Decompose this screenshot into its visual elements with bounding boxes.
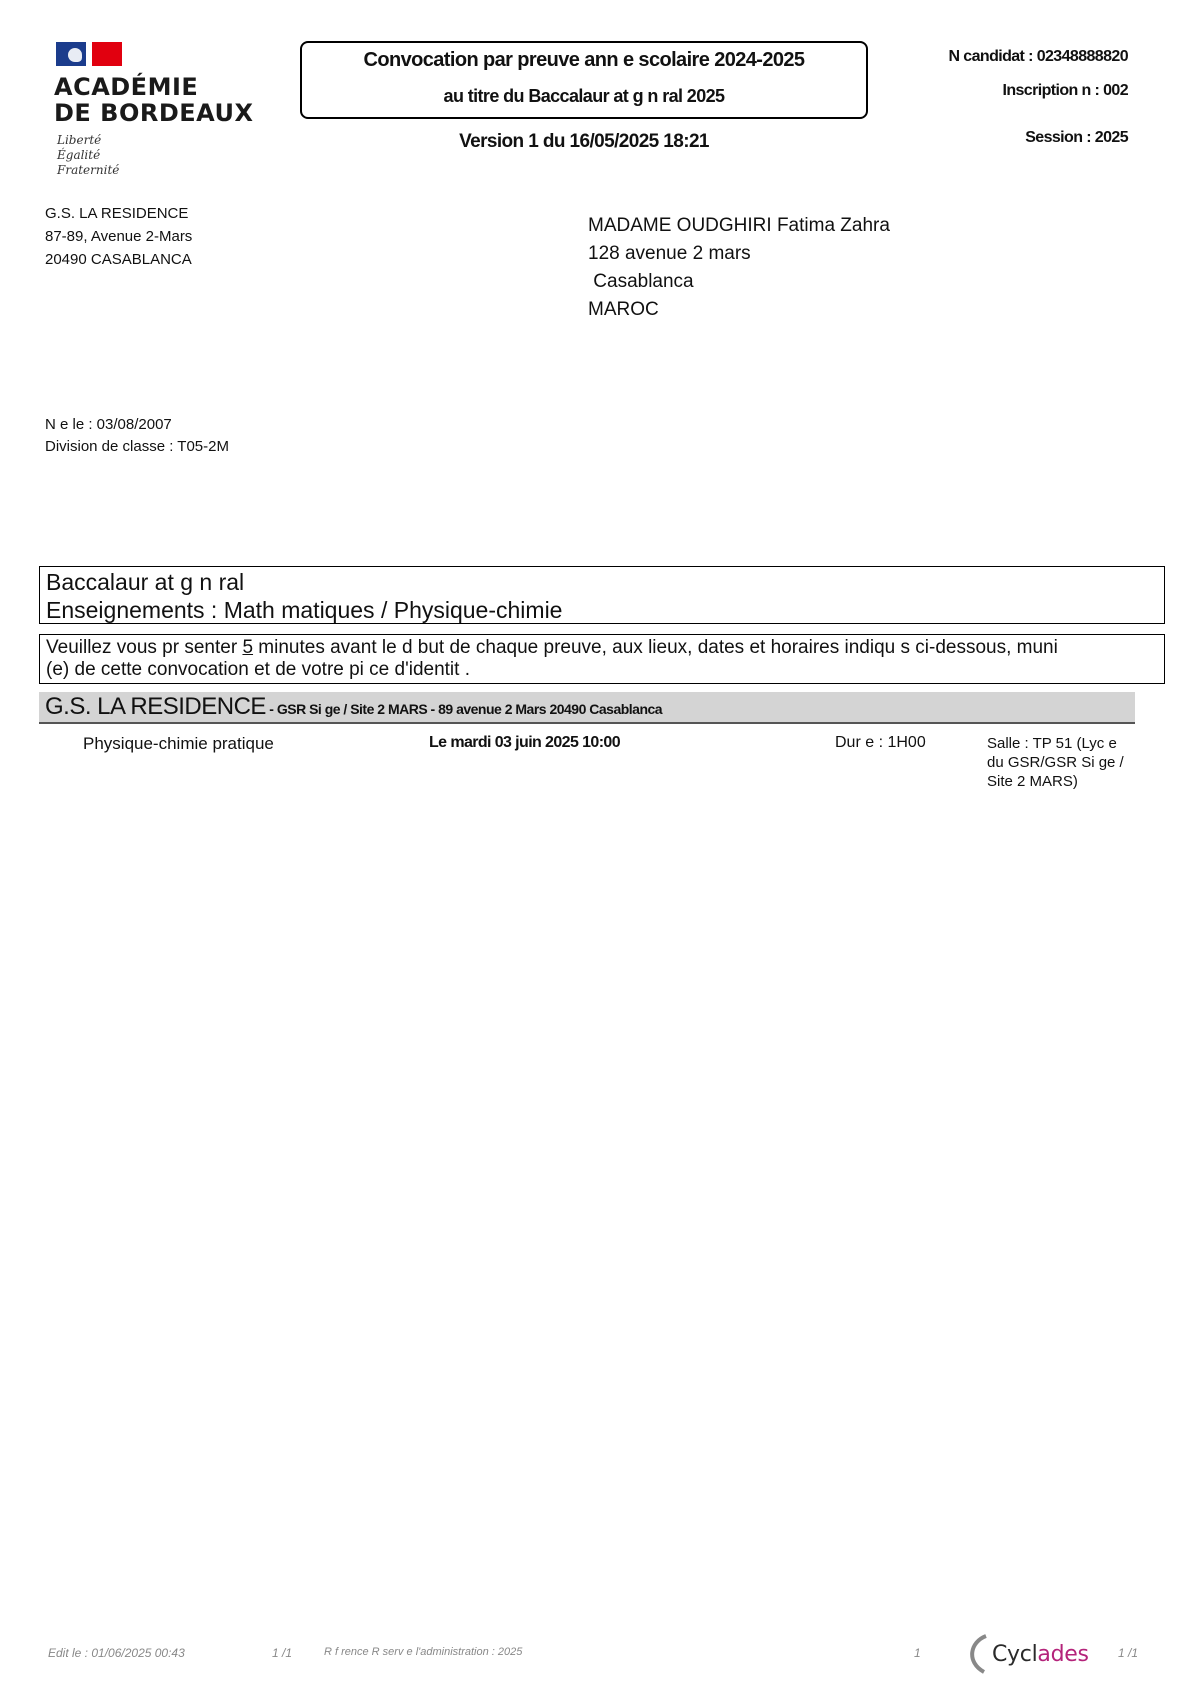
- session-date: Le mardi 03 juin 2025 10:00: [429, 734, 621, 751]
- footer-one: 1: [914, 1646, 921, 1660]
- recipient-address-block: [588, 212, 890, 324]
- class-division: Division de classe : T05-2M: [45, 438, 229, 455]
- marianne-flag-icon: [56, 42, 122, 66]
- room-line2: du GSR/GSR Si ge /: [987, 754, 1124, 771]
- exam-enseignements: Enseignements : Math matiques / Physique-chimie: [46, 597, 563, 623]
- version-line: Version 1 du 16/05/2025 18:21: [459, 131, 709, 152]
- footer-page-a: 1 /1: [272, 1646, 293, 1660]
- footer-reference: R f rence R serv e l'administration : 2025: [324, 1646, 523, 1658]
- motto-liberte: Liberté: [57, 133, 102, 147]
- instructions-text-b: minutes avant le d but de chaque preuve, aux lieux, dates et horaires indiqu s ci-dessous, muni: [253, 637, 1058, 658]
- session-duration: Dur e : 1H00: [835, 734, 926, 751]
- room-line1: Salle : TP 51 (Lyc e: [987, 735, 1117, 752]
- exam-title-box: [39, 566, 1165, 624]
- inscription-number: Inscription n : 002: [1002, 82, 1128, 99]
- school-name: G.S. LA RESIDENCE: [45, 205, 189, 222]
- instructions-line2: (e) de cette convocation et de votre pi ce d'identit .: [46, 659, 470, 680]
- academie-line1: ACADÉMIE: [54, 73, 199, 101]
- room-line3: Site 2 MARS): [987, 773, 1078, 790]
- school-address-block: [45, 202, 192, 271]
- session-year: Session : 2025: [1025, 129, 1128, 146]
- recipient-city: Casablanca: [588, 271, 694, 292]
- exam-site-header: [39, 692, 1135, 724]
- instructions-line1: [46, 637, 1158, 659]
- cyclades-logo: [964, 1632, 1089, 1676]
- birth-date: N e le : 03/08/2007: [45, 416, 172, 433]
- footer-edited: Edit le : 01/06/2025 00:43: [48, 1646, 185, 1660]
- session-subject: Physique-chimie pratique: [83, 734, 274, 753]
- candidate-details: [45, 414, 229, 458]
- academie-line2: DE BORDEAUX: [54, 99, 254, 127]
- cyclades-swoosh-icon: [964, 1632, 990, 1676]
- cyclades-word-a: Cycl: [992, 1641, 1038, 1667]
- title-line1: Convocation par preuve ann e scolaire 2024-2025: [363, 49, 805, 71]
- site-address: - GSR Si ge / Site 2 MARS - 89 avenue 2 Mars 20490 Casablanca: [265, 701, 663, 717]
- instructions-text-a: Veuillez vous pr senter: [46, 637, 243, 658]
- motto-egalite: Égalité: [57, 148, 101, 162]
- cyclades-wordmark: [992, 1642, 1089, 1667]
- title-line2: au titre du Baccalaur at g n ral 2025: [443, 86, 725, 106]
- session-room: [987, 734, 1157, 791]
- site-name: G.S. LA RESIDENCE: [45, 693, 266, 720]
- candidate-number: N candidat : 02348888820: [948, 48, 1128, 65]
- school-city: 20490 CASABLANCA: [45, 251, 192, 268]
- motto-fraternite: Fraternité: [57, 163, 120, 177]
- instructions-minutes: 5: [242, 637, 254, 658]
- instructions-box: [39, 634, 1165, 684]
- recipient-street: 128 avenue 2 mars: [588, 243, 751, 264]
- exam-session-row: [39, 734, 1165, 794]
- school-street: 87-89, Avenue 2-Mars: [45, 228, 193, 245]
- recipient-country: MAROC: [588, 299, 659, 320]
- recipient-name: MADAME OUDGHIRI Fatima Zahra: [588, 215, 890, 236]
- footer-page-b: 1 /1: [1118, 1646, 1139, 1660]
- convocation-title-box: [300, 41, 868, 119]
- academie-logo-text: [54, 74, 254, 126]
- republic-motto: [57, 133, 119, 178]
- exam-title: Baccalaur at g n ral: [46, 569, 245, 595]
- cyclades-word-b: ades: [1037, 1641, 1089, 1667]
